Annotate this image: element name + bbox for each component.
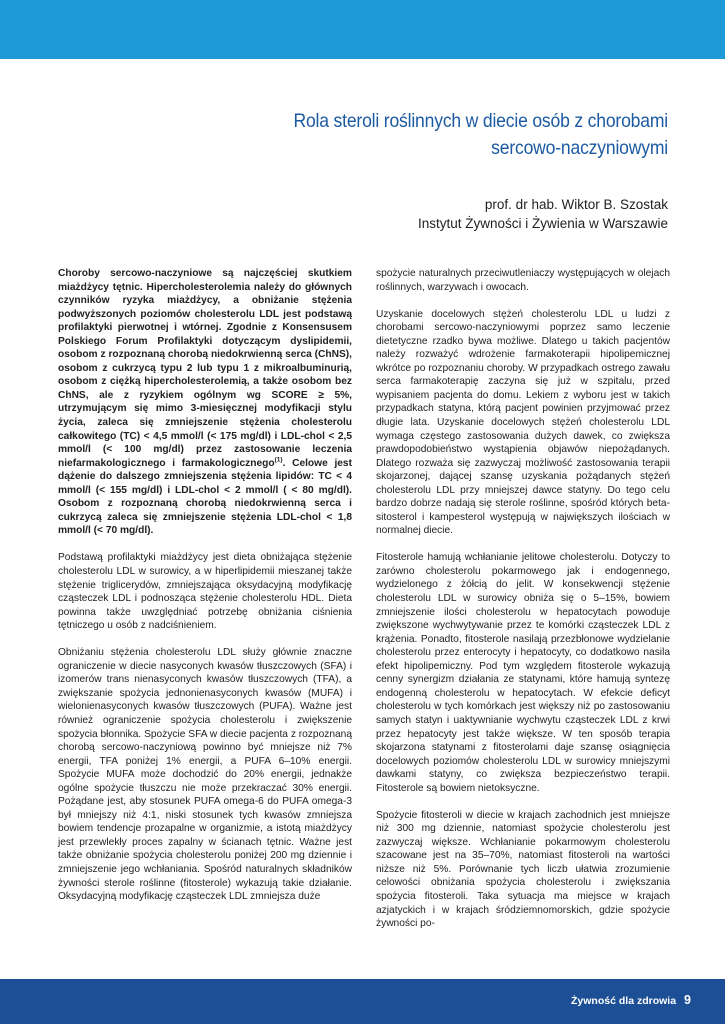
body-paragraph: spożycie naturalnych przeciwutleniaczy występujących w olejach roślinnych, warzywach i owocach.	[376, 268, 670, 293]
body-paragraph: Fitosterole hamują wchłanianie jelitowe cholesterolu. Dotyczy to zarówno cholesterolu pokarmowego jak i endogennego, wydzielonego z żółcią do jelit. W konsekwencji stężenie cholesterolu LDL w surowicy obniża się o 5–15%, bowiem zmniejszenie ilości cholesterolu w hepatocytach powoduje zwiększone wychwytywanie przez te komórki cząsteczek LDL z krążenia. Ponadto, fitosterole nasilają przezbłonowe wydzielanie cholesterolu przez enterocyty i hepatocyty, co dodatkowo nasila efekt hipolipemiczny. Pod tym względem fitosterole wykazują cenny synergizm działania ze statynami, które hamują syntezę endogenną cholesterolu w hepatocytach. W efekcie deficyt cholesterolu w tych komórkach jest większy niż po zastosowaniu samych statyn i uaktywnianie wychwytu cząsteczek LDL z krwi przez hepatocyty jest także większe. W ten sposób terapia skojarzona statynami z fitosterolami daje szansę osiągnięcia docelowych poziomów cholesterolu LDL w surowicy mniejszymi dawkami statyny, co zwiększa bezpieczeństwo terapii. Fitosterole są bowiem nietoksyczne.	[376, 552, 670, 794]
body-paragraph: Spożycie fitosteroli w diecie w krajach zachodnich jest mniejsze niż 300 mg dziennie, natomiast spożycie cholesterolu jest zazwyczaj większe. Wchłanianie pokarmowym cholesterolu szacowane jest na 35–70%, natomiast fitosteroli na wartości niższe niż 5%. Porównanie tych liczb ułatwia zrozumienie celowości obniżania spożycia cholesterolu i zwiększania spożycia fitosteroli. Taka sytuacja ma miejsce w krajach azjatyckich i w krajach śródziemnomorskich, gdzie spożycie żywności po-	[376, 809, 670, 930]
right-column	[376, 267, 670, 944]
article-title	[148, 108, 668, 162]
footer	[571, 993, 691, 1007]
author-name: prof. dr hab. Wiktor B. Szostak	[484, 197, 668, 212]
body-paragraph: Uzyskanie docelowych stężeń cholesterolu LDL u ludzi z chorobami sercowo-naczyniowymi poprzez samo leczenie dietetyczne rzadko bywa możliwe. Dlatego u takich pacjentów należy rozważyć wdrożenie farmakoterapii hipolipemicznej wkrótce po rozpoznaniu choroby. W przypadkach ostrego zawału serca farmakoterapię zaczyna się już w szpitalu, przed wypisaniem pacjenta do domu. Lekiem z wyboru jest w takich przypadkach statyna, którą pacjent powinien przyjmować przez długie lata. Uzyskanie docelowych stężeń cholesterolu LDL wymaga częstego zastosowania dużych dawek, co zwiększa prawdopodobieństwo wystąpienia objawów niepożądanych. Dlatego rozważa się zazwyczaj możliwość zastosowania terapii skojarzonej, dającej szansę uzyskania pożądanych stężeń cholesterolu LDL przy mniejszej dawce statyny. Do tego celu bardzo dobrze nadają się sterole roślinne, spośród których beta-sitosterol i kampesterol występują w największych ilościach w normalnej diecie.	[376, 308, 670, 537]
abstract-text-1: Choroby sercowo-naczyniowe są najczęściej skutkiem miażdżycy tętnic. Hipercholesterolemia należy do głównych czynników ryzyka miażdżycy, a obniżanie stężenia podwyższonych poziomów cholesterolu LDL jest podstawą profilaktyki pierwotnej i wtórnej. Zgodnie z Konsensusem Polskiego Forum Profilaktyki dotyczącym dyslipidemii, osobom z rozpoznaną chorobą niedokrwienną serca (ChNS), osobom z cukrzycą typu 2 lub typu 1 z mikroalbuminurią, osobom z ciężką hipercholesterolemią, a także osobom bez ChNS, ale z ryzykiem ogólnym wg SCORE ≥ 5%, utrzymującym się mimo 3-miesięcznej modyfikacji stylu życia, zaleca się zmniejszenie stężenia cholesterolu całkowitego (TC) < 4,5 mmol/l (< 175 mg/dl) i LDL-chol < 2,5 mmol/l (< 100 mg/dl) przez zastosowanie leczenia niefarmakologicznego i farmakologicznego	[58, 268, 352, 469]
title-line-1: Rola steroli roślinnych w diecie osób z chorobami	[293, 110, 668, 132]
reference-marker: (1)	[274, 456, 283, 464]
abstract-paragraph	[58, 267, 352, 538]
author-block	[208, 195, 668, 233]
abstract-text-2: . Celowe jest dążenie do dalszego zmniejszenia stężenia lipidów: TC < 4 mmol/l (< 155 mg/dl) i LDL-chol < 2 mmol/l ( < 80 mg/dl). Osobom z rozpoznaną chorobą niedokrwienną serca i cukrzycą zaleca się zmniejszenie stężenia LDL-chol < 1,8 mmol/l (< 70 mg/dl).	[58, 457, 352, 537]
left-column	[58, 267, 352, 917]
title-line-2: sercowo-naczyniowymi	[491, 137, 668, 159]
magazine-name: Żywność dla zdrowia	[571, 995, 677, 1007]
body-paragraph: Podstawą profilaktyki miażdżycy jest dieta obniżająca stężenie cholesterolu LDL w surowicy, a w hiperlipidemii mieszanej także stężenie triglicerydów, zmniejszająca oksydacyjną modyfikację cząsteczek LDL i podnosząca stężenie cholesterolu HDL. Dieta powinna także uwzględniać potrzebę obniżania ciśnienia tętniczego u osób z nadciśnieniem.	[58, 552, 352, 632]
top-header-bar	[0, 0, 725, 59]
body-paragraph: Obniżaniu stężenia cholesterolu LDL służy głównie znaczne ograniczenie w diecie nasyconych kwasów tłuszczowych (SFA) i izomerów trans nienasyconych kwasów tłuszczowych (TFA), a zwiększanie spożycia jednonienasyconych kwasów (MUFA) i wielonienasyconych kwasów tłuszczowych (PUFA). Ważne jest również ograniczenie spożycia cholesterolu i zwiększenie spożycia błonnika. Spożycie SFA w diecie pacjenta z rozpoznaną chorobą sercowo-naczyniową powinno być mniejsze niż 7% energii, TFA poniżej 1% energii, a PUFA 6–10% energii. Spożycie MUFA może dochodzić do 20% energii, jednakże ogólne spożycie tłuszczu nie może przekraczać 30% energii. Pożądane jest, aby stosunek PUFA omega-6 do PUFA omega-3 był mniejszy niż 4:1, niski stosunek tych kwasów zmniejsza bowiem tendencje prozapalne w organizmie, a istotą miażdżycy jest przewlekły proces zapalny w ścianach tętnic. Ważne jest także obniżanie spożycia cholesterolu poniżej 200 mg dziennie i zmniejszenie jego wchłaniania. Spośród naturalnych składników żywności sterole roślinne (fitosterole) wykazują takie działanie. Oksydacyjną modyfikację cząsteczek LDL zmniejsza duże	[58, 647, 352, 903]
author-institution: Instytut Żywności i Żywienia w Warszawie	[417, 216, 668, 231]
page-number: 9	[684, 993, 691, 1007]
